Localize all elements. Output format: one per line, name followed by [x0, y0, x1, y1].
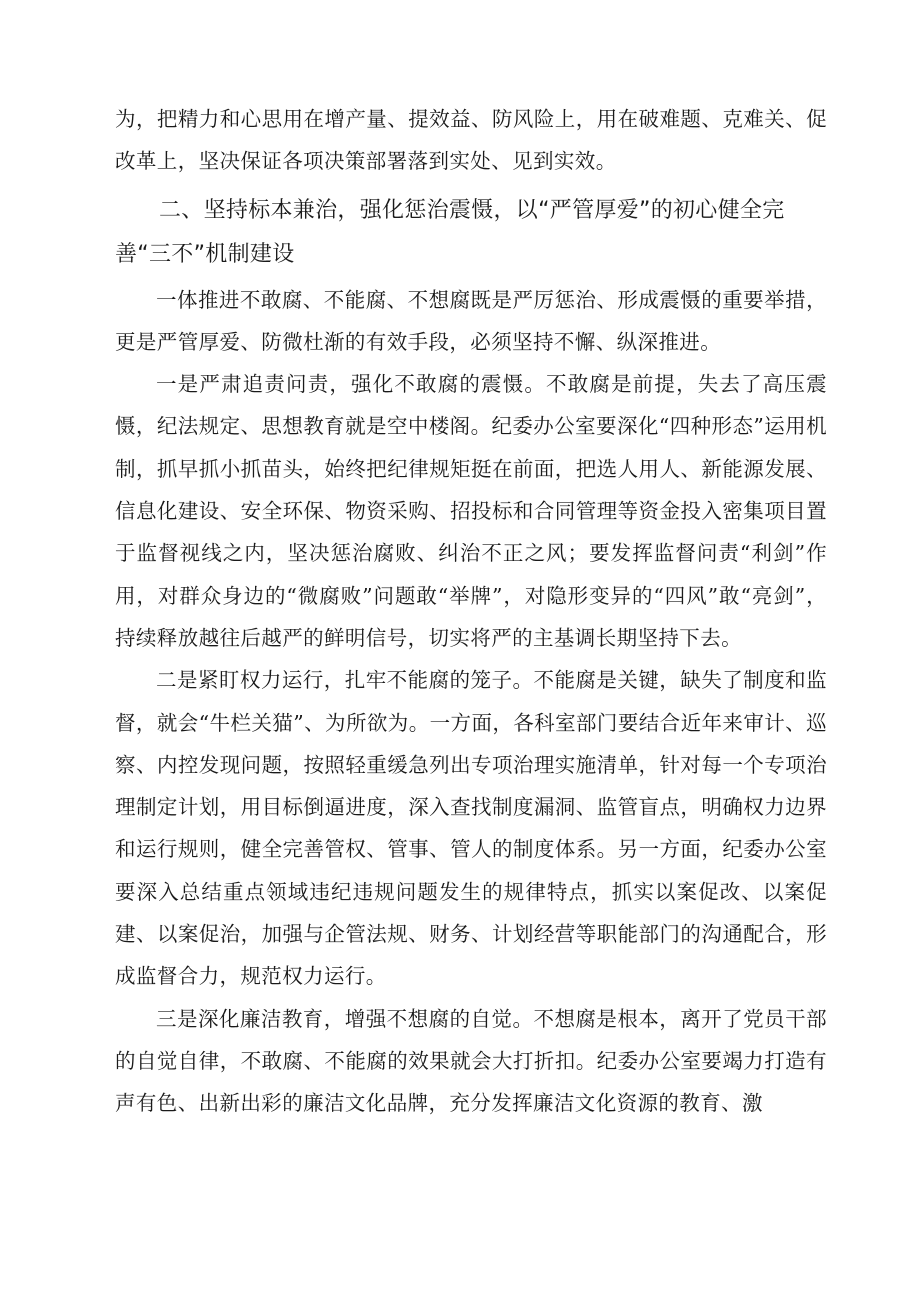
paragraph-point-two: 二是紧盯权力运行，扎牢不能腐的笼子。不能腐是关键，缺失了制度和监督，就会“牛栏关猫”、为所欲为。一方面，各科室部门要结合近年来审计、巡察、内控发现问题，按照轻重缓急列出专项治理实施清单，针对每一个专项治理制定计划，用目标倒逼进度，深入查找制度漏洞、监管盲点，明确权力边界和运行规则，健全完善管权、管事、管人的制度体系。另一方面，纪委办公室要深入总结重点领域违纪违规问题发生的规律特点，抓实以案促改、以案促建、以案促治，加强与企管法规、财务、计划经营等职能部门的沟通配合，形成监督合力，规范权力运行。	[115, 668, 827, 989]
paragraph-intro: 一体推进不敢腐、不能腐、不想腐既是严厉惩治、形成震慑的重要举措，更是严管厚爱、防微杜渐的有效手段，必须坚持不懈、纵深推进。	[115, 287, 827, 354]
paragraph-point-one: 一是严肃追责问责，强化不敢腐的震慑。不敢腐是前提，失去了高压震慑，纪法规定、思想教育就是空中楼阁。纪委办公室要深化“四种形态”运用机制，抓早抓小抓苗头，始终把纪律规矩挺在前面，把选人用人、新能源发展、信息化建设、安全环保、物资采购、招投标和合同管理等资金投入密集项目置于监督视线之内，坚决惩治腐败、纠治不正之风；要发挥监督问责“利剑”作用，对群众身边的“微腐败”问题敢“举牌”，对隐形变异的“四风”敢“亮剑”，持续释放越往后越严的鲜明信号，切实将严的主基调长期坚持下去。	[115, 372, 827, 650]
paragraph-point-three: 三是深化廉洁教育，增强不想腐的自觉。不想腐是根本，离开了党员干部的自觉自律，不敢腐、不能腐的效果就会大打折扣。纪委办公室要竭力打造有声有色、出新出彩的廉洁文化品牌，充分发挥廉洁文化资源的教育、激	[115, 1006, 827, 1116]
document-body	[115, 98, 827, 1125]
paragraph-continuation: 为，把精力和心思用在增产量、提效益、防风险上，用在破难题、克难关、促改革上，坚决保证各项决策部署落到实处、见到实效。	[115, 107, 827, 174]
section-heading: 二、坚持标本兼治，强化惩治震慑，以“严管厚爱”的初心健全完善“三不”机制建设	[115, 197, 785, 267]
